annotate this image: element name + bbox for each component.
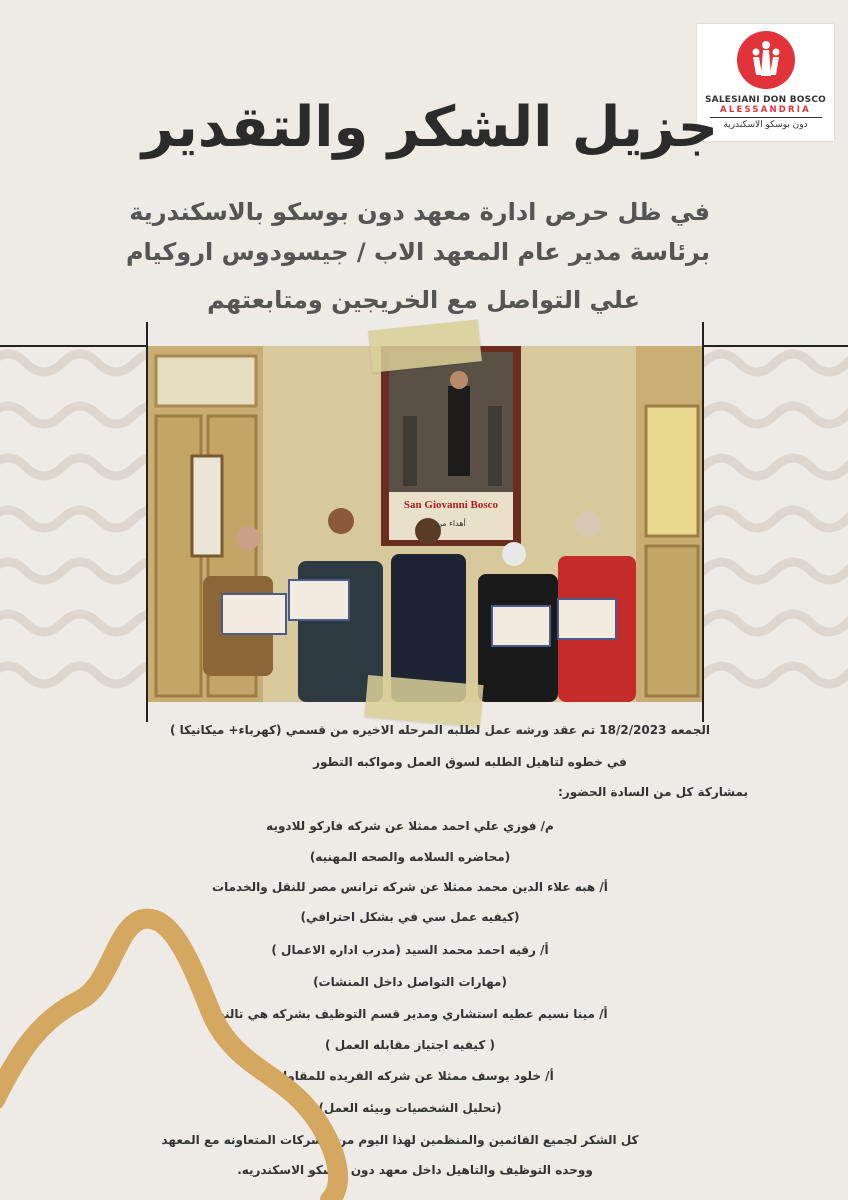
- attendee-topic-1: (محاضره السلامه والصحه المهنيه): [309, 850, 511, 864]
- frame-line-right-horizontal: [702, 345, 848, 347]
- wave-pattern-right: [703, 343, 848, 698]
- attendance-heading: بمشاركة كل من السادة الحضور:: [558, 785, 748, 799]
- attendee-topic-3: (مهارات التواصل داخل المنشات): [313, 975, 507, 989]
- closing-line-1: كل الشكر لجميع القائمين والمنظمين لهذا اليوم من الشركات المتعاونه مع المعهد: [161, 1133, 639, 1147]
- subtitle-line-3: علي التواصل مع الخريجين ومتابعتهم: [207, 286, 640, 314]
- attendee-name-1: م/ فوزي علي احمد ممثلا عن شركه فاركو للادويه: [266, 819, 554, 833]
- subtitle-line-2: برئاسة مدير عام المعهد الاب / جيسودوس اروكيام: [125, 238, 710, 266]
- frame-line-right-vertical: [702, 322, 704, 722]
- wave-pattern-left: [0, 343, 150, 698]
- attendee-name-3: أ/ رقيه احمد محمد السيد (مدرب اداره الاعمال ): [271, 943, 549, 957]
- event-caption-line-1: الجمعه 18/2/2023 تم عقد ورشه عمل لطلبه المرحله الاخيره من قسمي (كهرباء+ ميكانيكا ): [169, 723, 711, 737]
- attendee-name-2: أ/ هبه علاء الدين محمد ممثلا عن شركه ترانس مصر للنقل والخدمات: [212, 880, 608, 894]
- attendee-name-4: أ/ مينا نسيم عطيه استشاري ومدير قسم التوظيف بشركه هي تالنت: [212, 1007, 608, 1021]
- painting-caption: San Giovanni Bosco: [403, 499, 499, 511]
- attendee-name-5: أ/ خلود يوسف ممثلا عن شركه الفريده للمقاولات: [266, 1069, 554, 1083]
- attendee-topic-4: ( كيفيه اجتياز مقابله العمل ): [325, 1038, 495, 1052]
- subtitle-line-1: في ظل حرص ادارة معهد دون بوسكو بالاسكندرية: [129, 198, 710, 226]
- painting-subtext: أهداء من: [436, 519, 466, 528]
- logo-text-salesiani: SALESIANI DON BOSCO: [705, 95, 826, 105]
- page-title: جزيل الشكر والتقدير: [141, 95, 719, 160]
- salesian-logo-icon: [737, 31, 795, 89]
- event-caption-line-2: في خطوه لتاهيل الطلبه لسوق العمل ومواكبه التطور: [313, 755, 627, 769]
- decorative-curve: [0, 900, 380, 1200]
- frame-line-left-horizontal: [0, 345, 148, 347]
- attendee-topic-5: (تحليل الشخصيات وبيئه العمل): [318, 1101, 502, 1115]
- tape-bottom: [364, 675, 483, 727]
- logo-text-alessandria: ALESSANDRIA: [720, 105, 811, 115]
- closing-line-2: ووحده التوظيف والتاهيل داخل معهد دون بوسكو الاسكندريه.: [237, 1163, 593, 1177]
- group-photo: [148, 346, 702, 702]
- attendee-topic-2: (كيفيه عمل سي في بشكل احترافي): [300, 910, 520, 924]
- logo-text-arabic: دون بوسكو الاسكندرية: [723, 120, 808, 130]
